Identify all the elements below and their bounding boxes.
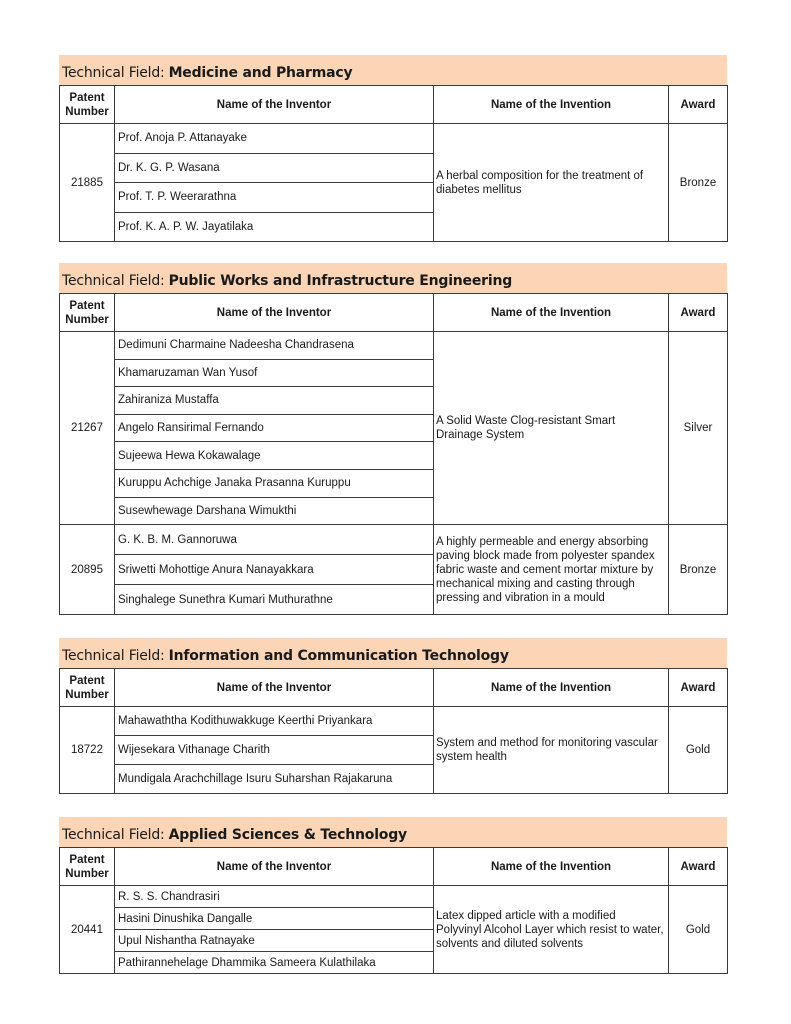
patent-table <box>59 85 728 242</box>
inventor-cell: Wijesekara Vithanage Charith <box>115 736 434 765</box>
award-cell: Bronze <box>669 525 728 615</box>
column-header-inventor: Name of the Inventor <box>115 86 434 124</box>
technical-field-name: Information and Communication Technology <box>168 648 509 664</box>
column-header-award: Award <box>669 669 728 707</box>
column-header-award: Award <box>669 86 728 124</box>
column-header-inventor: Name of the Inventor <box>115 294 434 332</box>
patent-number-cell: 20895 <box>60 525 115 615</box>
inventor-cell: Prof. T. P. Weerarathna <box>115 183 434 213</box>
inventor-cell: Dedimuni Charmaine Nadeesha Chandrasena <box>115 332 434 360</box>
inventor-cell: Prof. K. A. P. W. Jayatilaka <box>115 212 434 242</box>
table-header-row <box>60 86 728 124</box>
inventor-cell: Sujeewa Hewa Kokawalage <box>115 442 434 470</box>
column-header-invention: Name of the Invention <box>434 294 669 332</box>
inventor-cell: Upul Nishantha Ratnayake <box>115 930 434 952</box>
inventor-cell: Singhalege Sunethra Kumari Muthurathne <box>115 585 434 615</box>
inventor-cell: G. K. B. M. Gannoruwa <box>115 525 434 555</box>
inventor-cell: Kuruppu Achchige Janaka Prasanna Kuruppu <box>115 469 434 497</box>
inventor-cell: Pathirannehelage Dhammika Sameera Kulathilaka <box>115 952 434 974</box>
technical-field-header <box>59 55 727 85</box>
inventor-cell: Susewhewage Darshana Wimukthi <box>115 497 434 525</box>
technical-field-label: Technical Field: <box>62 273 165 289</box>
award-cell: Gold <box>669 886 728 974</box>
patent-table <box>59 293 728 615</box>
column-header-patent-number: Patent Number <box>60 848 115 886</box>
invention-cell: A Solid Waste Clog-resistant Smart Drainage System <box>434 332 669 525</box>
inventor-cell: Angelo Ransirimal Fernando <box>115 414 434 442</box>
table-row <box>60 525 728 555</box>
section-medicine-and-pharmacy <box>59 55 727 242</box>
award-cell: Gold <box>669 707 728 794</box>
table-header-row <box>60 669 728 707</box>
technical-field-name: Applied Sciences & Technology <box>168 827 407 843</box>
technical-field-header <box>59 263 727 293</box>
inventor-cell: Sriwetti Mohottige Anura Nanayakkara <box>115 555 434 585</box>
column-header-patent-number: Patent Number <box>60 669 115 707</box>
column-header-invention: Name of the Invention <box>434 669 669 707</box>
section-applied-sciences-technology <box>59 817 727 974</box>
table-row <box>60 886 728 908</box>
invention-cell: A herbal composition for the treatment of diabetes mellitus <box>434 124 669 242</box>
inventor-cell: Mundigala Arachchillage Isuru Suharshan Rajakaruna <box>115 765 434 794</box>
table-header-row <box>60 848 728 886</box>
inventor-cell: Khamaruzaman Wan Yusof <box>115 359 434 387</box>
technical-field-label: Technical Field: <box>62 65 165 81</box>
column-header-inventor: Name of the Inventor <box>115 848 434 886</box>
column-header-patent-number: Patent Number <box>60 86 115 124</box>
award-cell: Bronze <box>669 124 728 242</box>
invention-cell: System and method for monitoring vascular system health <box>434 707 669 794</box>
inventor-cell: R. S. S. Chandrasiri <box>115 886 434 908</box>
patent-table <box>59 847 728 974</box>
patent-number-cell: 20441 <box>60 886 115 974</box>
patent-number-cell: 18722 <box>60 707 115 794</box>
table-row <box>60 332 728 360</box>
inventor-cell: Prof. Anoja P. Attanayake <box>115 124 434 154</box>
table-row <box>60 707 728 736</box>
column-header-invention: Name of the Invention <box>434 86 669 124</box>
column-header-award: Award <box>669 294 728 332</box>
invention-cell: Latex dipped article with a modified Polyvinyl Alcohol Layer which resist to water, solvents and diluted solvents <box>434 886 669 974</box>
technical-field-label: Technical Field: <box>62 827 165 843</box>
invention-cell: A highly permeable and energy absorbing paving block made from polyester spandex fabric waste and cement mortar mixture by mechanical mixing and casting through pressing and vibration in a mould <box>434 525 669 615</box>
patent-table <box>59 668 728 794</box>
table-row <box>60 124 728 154</box>
award-cell: Silver <box>669 332 728 525</box>
patent-number-cell: 21885 <box>60 124 115 242</box>
inventor-cell: Zahiraniza Mustaffa <box>115 387 434 415</box>
column-header-invention: Name of the Invention <box>434 848 669 886</box>
technical-field-name: Public Works and Infrastructure Engineering <box>168 273 513 289</box>
technical-field-header <box>59 817 727 847</box>
inventor-cell: Mahawaththa Kodithuwakkuge Keerthi Priyankara <box>115 707 434 736</box>
table-header-row <box>60 294 728 332</box>
column-header-patent-number: Patent Number <box>60 294 115 332</box>
column-header-inventor: Name of the Inventor <box>115 669 434 707</box>
inventor-cell: Hasini Dinushika Dangalle <box>115 908 434 930</box>
section-public-works-infrastructure <box>59 263 727 615</box>
column-header-award: Award <box>669 848 728 886</box>
patent-number-cell: 21267 <box>60 332 115 525</box>
technical-field-label: Technical Field: <box>62 648 165 664</box>
technical-field-header <box>59 638 727 668</box>
inventor-cell: Dr. K. G. P. Wasana <box>115 153 434 183</box>
section-information-communication-technology <box>59 638 727 794</box>
technical-field-name: Medicine and Pharmacy <box>168 65 353 81</box>
